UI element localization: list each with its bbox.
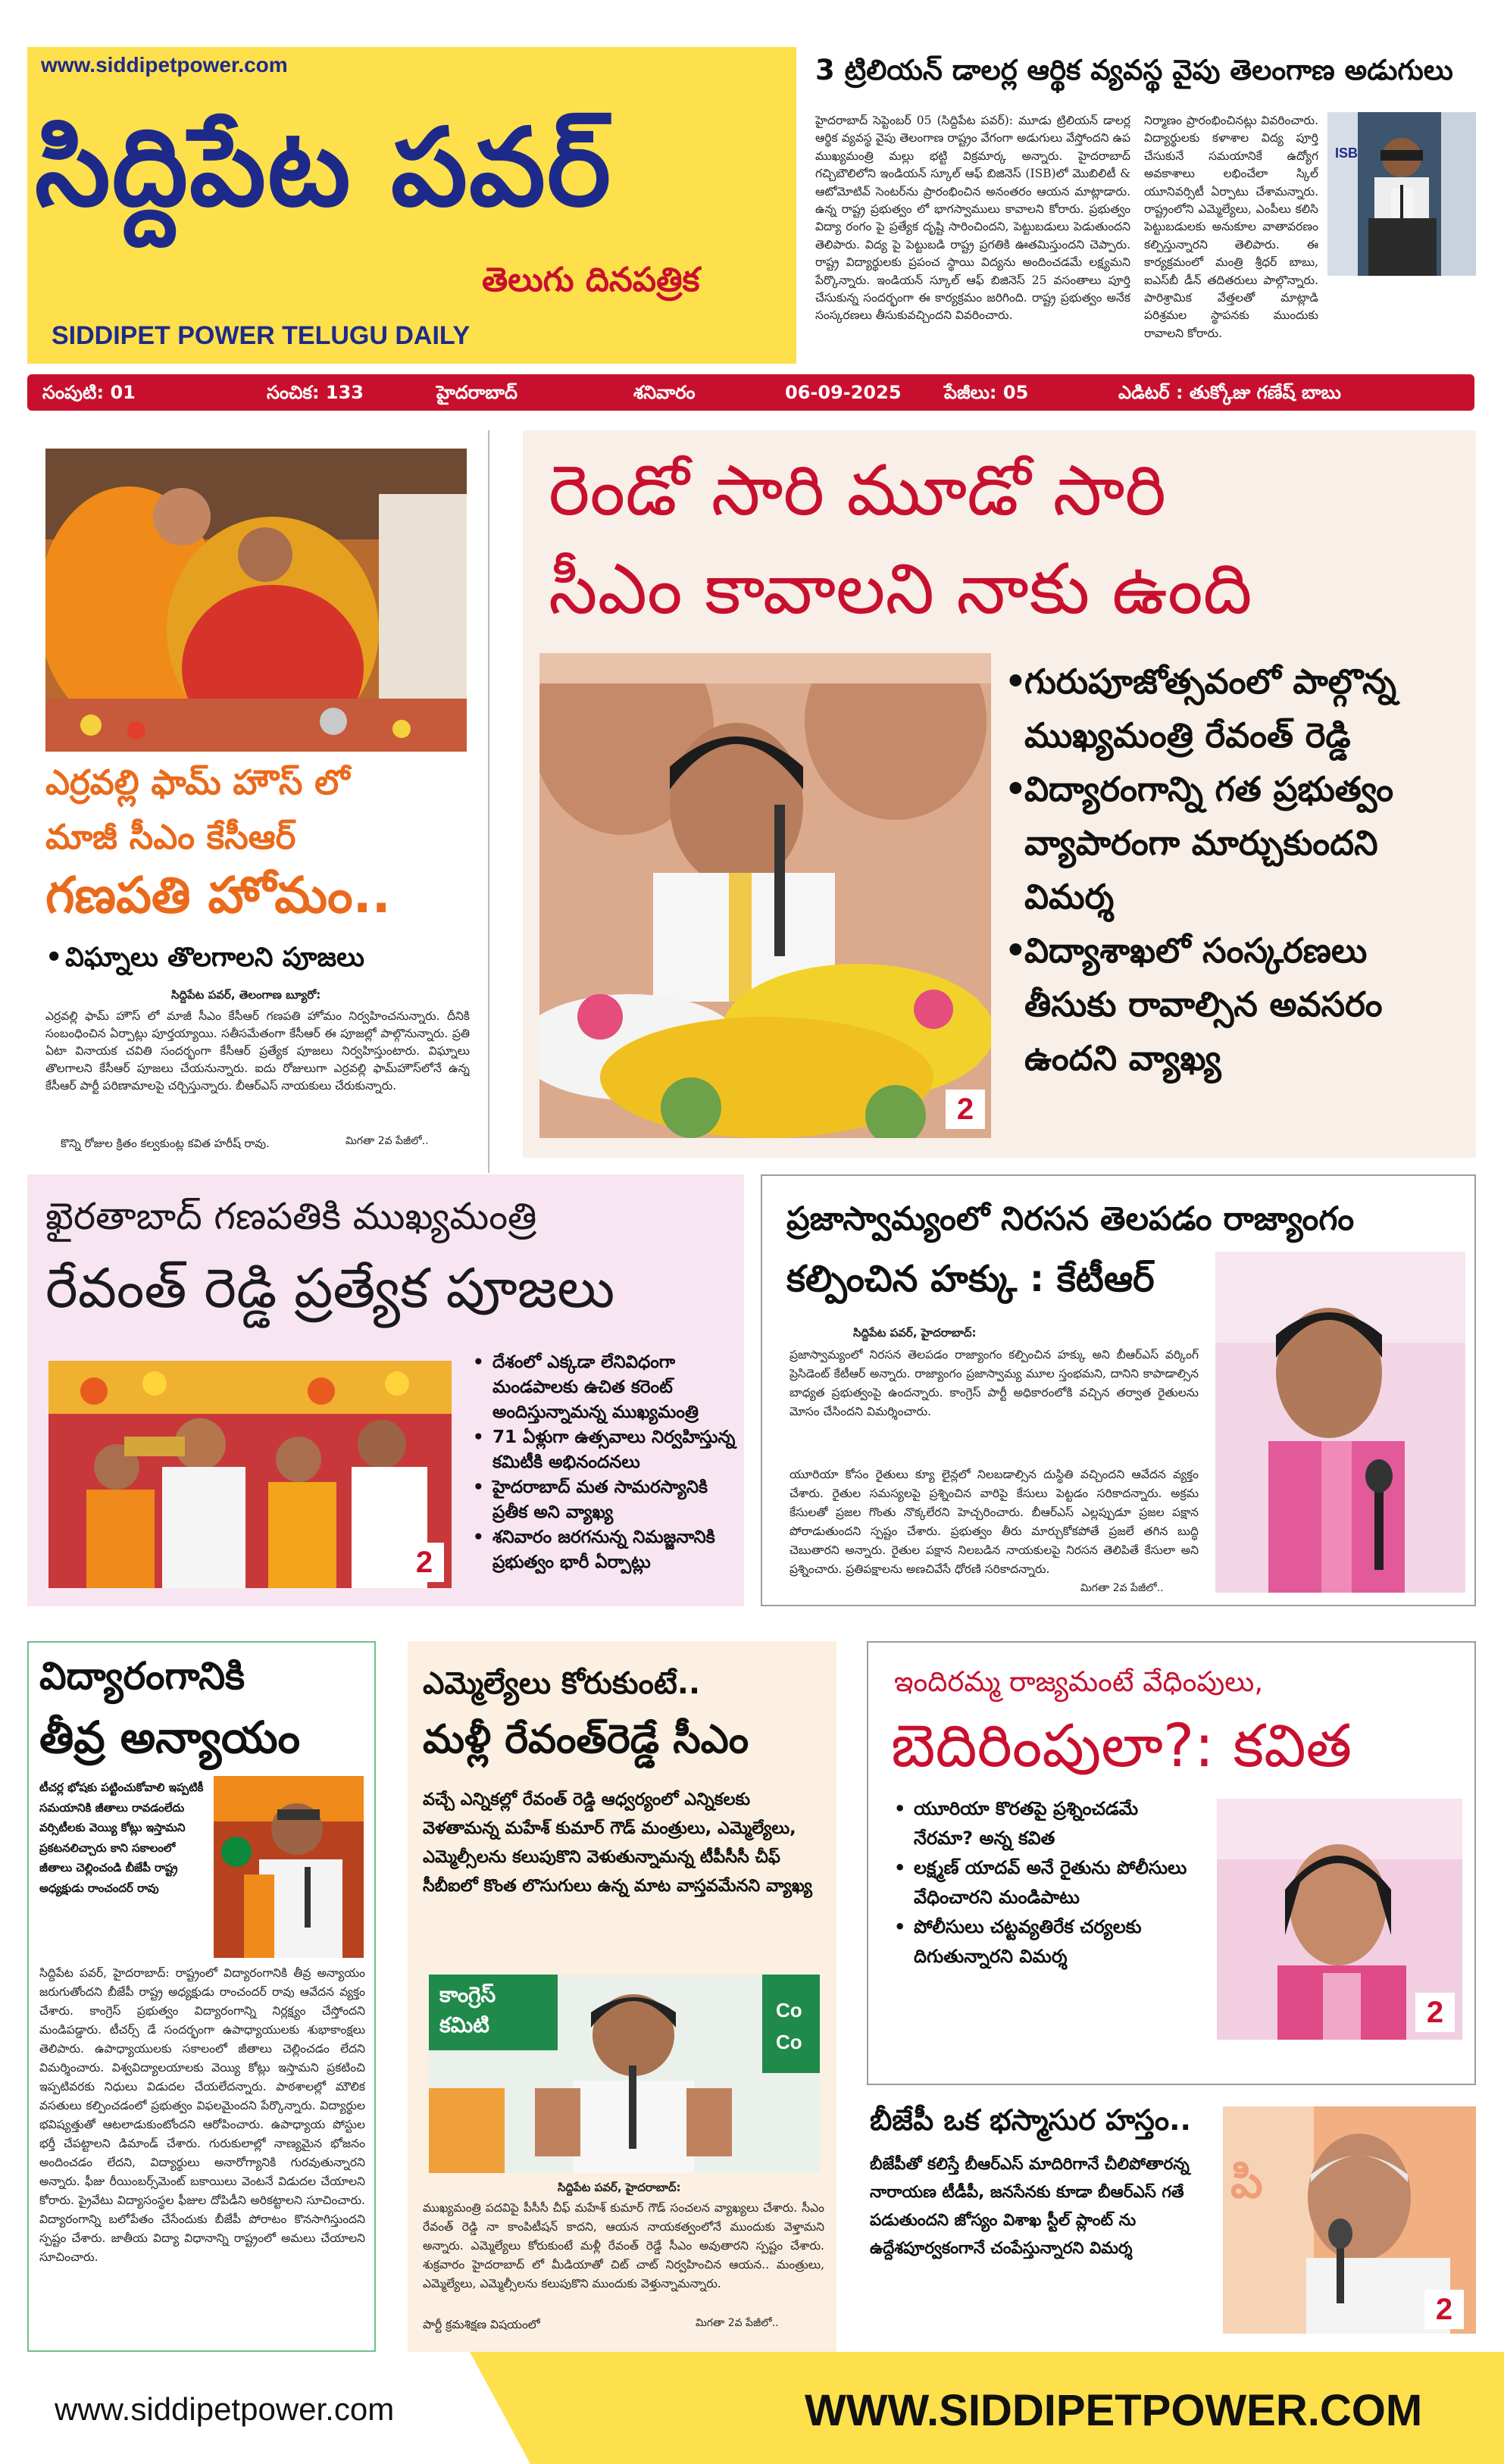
story-education: [27, 1641, 376, 2352]
khairatabad-bullet: • శనివారం జరగనున్న నిమజ్జనానికి ప్రభుత్వం భారీ ఏర్పాట్లు: [473, 1525, 738, 1575]
mlas-byline: సిద్దిపేట పవర్, హైదరాబాద్:: [558, 2181, 681, 2194]
kavitha-page-ref[interactable]: 2: [1415, 1993, 1455, 2032]
education-photo: [214, 1776, 364, 1958]
info-day: శనివారం: [633, 382, 696, 403]
svg-text:ISB: ISB: [1335, 145, 1359, 161]
kavitha-bullet: • పోలీసులు చట్టవ్యతిరేక చర్యలకు దిగుతున్నారని విమర్శ: [894, 1912, 1190, 1972]
ktr-byline: సిద్దిపేట పవర్, హైదరాబాద్:: [853, 1326, 977, 1340]
svg-text:పి: పి: [1230, 2156, 1263, 2209]
ktr-headline-2: కల్పించిన హక్కు : కేటీఆర్: [786, 1258, 1155, 1300]
story-kavitha: [867, 1641, 1476, 2085]
narayana-summary: బీజేపీతో కలిస్తే బీఆర్ఎస్ మాదిరిగానే చీలిపోతారన్న నారాయణ టీడీపీ, జనసేనకు కూడా బీఆర్ఎస్ గతే పడుతుందని జోస్యం విశాఖ స్టీల్ ప్లాంట్ ను ఉద్దేశపూర్వకంగానే చంపేస్తున్నారని విమర్శ: [870, 2155, 1190, 2258]
info-city: హైదరాబాద్: [436, 382, 517, 403]
ktr-headline-1: ప్రజాస్వామ్యంలో నిరసన తెలపడం రాజ్యాంగం: [786, 1200, 1355, 1238]
top-story-headline: 3 ట్రిలియన్ డాలర్ల ఆర్థిక వ్యవస్థ వైపు తెలంగాణ అడుగులు: [815, 54, 1453, 86]
mlas-continued[interactable]: మిగతా 2వ పేజీలో..: [696, 2317, 779, 2329]
kavitha-headline-2: బెదిరింపులా?: కవిత: [891, 1712, 1352, 1781]
kcr-bullet: • విఘ్నాలు తొలగాలని పూజలు: [45, 940, 470, 976]
ktr-continued[interactable]: మిగతా 2వ పేజీలో..: [1080, 1582, 1164, 1594]
khairatabad-headline-2: రేవంత్ రెడ్డి ప్రత్యేక పూజలు: [45, 1256, 615, 1320]
narayana-photo: [1223, 2106, 1476, 2334]
revanth-headline-2: సీఎం కావాలని నాకు ఉంది: [549, 549, 1252, 630]
footer-right-url[interactable]: WWW.SIDDIPETPOWER.COM: [805, 2386, 1423, 2435]
masthead-english-name: SIDDIPET POWER TELUGU DAILY: [52, 321, 471, 350]
khairatabad-bullet: • 71 ఏళ్లుగా ఉత్సవాలు నిర్వహిస్తున్న కమిటీకి అభినందనలు: [473, 1425, 738, 1475]
kavitha-headline-1: ఇందిరమ్మ రాజ్యమంటే వేధింపులు,: [894, 1665, 1264, 1698]
ktr-body-top: ప్రజాస్వామ్యంలో నిరసన తెలపడం రాజ్యాంగం కల్పించిన హక్కు అని బీఆర్ఎస్ వర్కింగ్ ప్రెసిడెంట్ కేటీఆర్ అన్నారు. రాజ్యాంగం ప్రజాస్వామ్య మూల స్తంభమని, దానిని కాపాడాల్సిన బాధ్యత ప్రభుత్వంపై ఉందన్నారు. కాంగ్రెస్ పార్టీ అధికారంలోకి వచ్చిన తర్వాత రైతులను మోసం చేసిందని విమర్శించారు.: [790, 1348, 1199, 1418]
story-ktr: [761, 1174, 1476, 1606]
kavitha-bullet: • లక్ష్మణ్ యాదవ్ అనే రైతును పోలీసులు వేధించారని మండిపాటు: [894, 1853, 1190, 1912]
khairatabad-bullet-list: [473, 1350, 738, 1575]
ktr-body-bottom: యూరియా కోసం రైతులు క్యూ లైన్లలో నిలబడాల్సిన దుస్థితి వచ్చిందని ఆవేదన వ్యక్తం చేశారు. రైతుల సమస్యలపై ప్రశ్నించిన వారిపై కేసులు పెట్టడం సరికాదన్నారు. అక్రమ కేసులతో ప్రజల గొంతు నొక్కలేరని హెచ్చరించారు. బీఆర్ఎస్ ఎల్లప్పుడూ ప్రజల పక్షాన పోరాడుతుందని స్పష్టం చేశారు. ప్రభుత్వం తీరు మార్చుకోకపోతే ప్రజలే తగిన బుద్ధి చెబుతారని అన్నారు. రైతుల పక్షాన నిలబడిన నాయకులపై నిరసన తెలిపితే కేసులా అని ప్రశ్నించారు. ప్రతిపక్షాలను అణచివేసే ధోరణి సరికాదన్నారు.: [790, 1468, 1199, 1576]
kcr-headline-1: ఎర్రవల్లి ఫామ్ హౌస్ లో: [45, 762, 350, 802]
mlas-body: ముఖ్యమంత్రి పదవిపై పీసీసీ చీఫ్ మహేశ్ కుమార్ గౌడ్ సంచలన వ్యాఖ్యలు చేశారు. సీఎం రేవంత్ రెడ్డి నా కాంపిటీషన్ కాదని, ఆయన నాయకత్వంలోనే ముందుకు వెళ్తామని అన్నారు. ఎమ్మెల్యేలు కోరుకుంటే మళ్లీ రేవంత్ రెడ్డే సీఎం అవుతారని స్పష్టం చేశారు. శుక్రవారం హైదరాబాద్ లో మీడియాతో చిట్ చాట్ నిర్వహించిన ఆయన.. మంత్రులు, ఎమ్మెల్యేలు, ఎమ్మెల్సీలను కలుపుకొని ముందుకు వెళ్తున్నామన్నారు.: [423, 2201, 824, 2290]
mlas-photo: [429, 1975, 820, 2173]
kcr-headline-2: మాజీ సీఎం కేసీఆర్: [45, 817, 296, 857]
masthead-website[interactable]: www.siddipetpower.com: [41, 53, 288, 77]
kavitha-bullet: • యూరియా కొరతపై ప్రశ్నించడమే నేరమా? అన్న కవిత: [894, 1794, 1190, 1853]
masthead: [27, 47, 796, 364]
story-revanth-lead: [523, 430, 1476, 1158]
revanth-bullet: • విద్యాశాఖలో సంస్కరణలు తీసుకు రావాల్సిన అవసరం ఉందని వ్యాఖ్య: [1005, 924, 1462, 1085]
masthead-subtitle: తెలుగు దినపత్రిక: [482, 261, 700, 299]
khairatabad-bullet: • హైదరాబాద్ మత సామరస్యానికి ప్రతీక అని వ్యాఖ్య: [473, 1475, 738, 1525]
info-bar: [27, 374, 1474, 411]
narayana-page-ref[interactable]: 2: [1424, 2290, 1464, 2329]
revanth-lead-photo: [539, 653, 991, 1138]
kcr-body: ఎర్రవల్లి ఫామ్ హౌస్ లో మాజీ సీఎం కేసీఆర్ గణపతి హోమం నిర్వహించనున్నారు. దీనికి సంబంధించిన ఏర్పాట్లు పూర్తయ్యాయి. సతీసమేతంగా కేసీఆర్ ఈ పూజల్లో పాల్గొనున్నారు. ప్రతి ఏటా వినాయక చవితి సందర్భంగా కేసీఆర్ ప్రత్యేక పూజలు నిర్వహిస్తుంటారు. విఘ్నాలు తొలగాలని కేసీఆర్ పూజలు చేయనున్నారు. ఐదు రోజులుగా ఎర్రవల్లి ఫామ్‌హౌస్‌లోనే ఉన్న కేసీఆర్ పార్టీ పరిణామాలపై చర్చిస్తున్నారు. బీఆర్ఎస్ నాయకులు చేరుకున్నారు.: [45, 1009, 470, 1093]
mlas-photo-sign-2: కమిటి: [439, 2012, 489, 2037]
masthead-title: సిద్దిపేట పవర్: [35, 105, 613, 230]
education-headline-1: విద్యారంగానికి: [39, 1654, 245, 1698]
footer: [0, 2352, 1504, 2464]
mlas-summary: వచ్చే ఎన్నికల్లో రేవంత్ రెడ్డి ఆధ్వర్యంలో ఎన్నికలకు వెళతామన్న మహేశ్ కుమార్ గౌడ్ మంత్రులు, ఎమ్మెల్యేలు, ఎమ్మెల్సీలను కలుపుకొని వెళుతున్నామన్న టీపీసీసీ చీఫ్ సీబీఐలో కొంత లొసుగులు ఉన్న మాట వాస్తవమేనని వ్యాఖ్య: [423, 1790, 812, 1896]
kcr-body-end: కొన్ని రోజుల క్రితం కల్వకుంట్ల కవిత హరీష్ రావు.: [61, 1137, 270, 1150]
revanth-bullet: • గురుపూజోత్సవంలో పాల్గొన్న ముఖ్యమంత్రి రేవంత్ రెడ్డి: [1005, 655, 1462, 762]
kcr-continued[interactable]: మిగతా 2వ పేజీలో..: [346, 1135, 429, 1147]
education-intro: టీచర్ల భోషకు పట్టించుకోవాలి ఇప్పటికీ సమయానికి జీతాలు రావడంలేదు వర్సిటీలకు వెయ్యి కోట్లు ఇస్తామని ప్రకటనలిచ్చారు కాని సకాలంలో జీతాలు చెల్లించండి బీజేపీ రాష్ట్ర అధ్యక్షుడు రాంచందర్ రావు: [39, 1781, 204, 1895]
revanth-bullet: • విద్యారంగాన్ని గత ప్రభుత్వం వ్యాపారంగా మార్చుకుందని విమర్శ: [1005, 762, 1462, 924]
mlas-headline-2: మళ్లీ రేవంత్‌రెడ్డే సీఎం: [423, 1717, 749, 1762]
svg-text:Co: Co: [776, 1999, 802, 2022]
mlas-photo-sign-1: కాంగ్రెస్: [439, 1982, 496, 2007]
khairatabad-page-ref[interactable]: 2: [405, 1543, 444, 1582]
top-story: [811, 47, 1477, 365]
education-body: సిద్దిపేట పవర్, హైదరాబాద్: రాష్ట్రంలో విద్యారంగానికి తీవ్ర అన్యాయం జరుగుతోందని బీజేపీ రాష్ట్ర అధ్యక్షుడు రాంచందర్ రావు ఆవేదన వ్యక్తం చేశారు. కాంగ్రెస్ ప్రభుత్వం విద్యారంగాన్ని నిర్లక్ష్యం చేస్తోందని మండిపడ్డారు. టీచర్స్ డే సందర్భంగా ఉపాధ్యాయులకు శుభాకాంక్షలు తెలిపారు. ఉపాధ్యాయులకు సకాలంలో జీతాలు చెల్లించడం లేదని విమర్శించారు. విశ్వవిద్యాలయాలకు వెయ్యి కోట్లు ఇస్తామని ప్రకటించి ఇప్పటివరకు నిధులు విడుదల చేయలేదన్నారు. పాఠశాలల్లో మౌలిక వసతులు కల్పించడంలో ప్రభుత్వం విఫలమైందని పేర్కొన్నారు. విద్యార్థుల భవిష్యత్తుతో ఆటలాడుకుంటోందని ఆరోపించారు. ఉపాధ్యాయ పోస్టుల భర్తీ చేపట్టాలని డిమాండ్ చేశారు. గురుకులాల్లో నాణ్యమైన భోజనం అందించడం లేదని, విద్యార్థులు అనారోగ్యానికి గురవుతున్నారని అన్నారు. ఫీజు రీయింబర్స్‌మెంట్ బకాయిలు వెంటనే విడుదల చేయాలని కోరారు. ప్రైవేటు విద్యాసంస్థల ఫీజుల దోపిడీని అరికట్టాలని సూచించారు. విద్యారంగాన్ని బలోపేతం చేసేందుకు బీజేపీ పోరాటం కొనసాగిస్తుందని స్పష్టం చేశారు. జాతీయ విద్యా విధానాన్ని రాష్ట్రంలో అమలు చేయాలని సూచించారు.: [39, 1966, 365, 2264]
kcr-photo: [45, 449, 467, 752]
khairatabad-bullet: • దేశంలో ఎక్కడా లేనివిధంగా మండపాలకు ఉచిత కరెంట్ అందిస్తున్నామన్న ముఖ్యమంత్రి: [473, 1350, 738, 1425]
kcr-headline-3: గణపతి హోమం..: [45, 866, 391, 924]
kavitha-bullet-list: [894, 1794, 1190, 1972]
story-narayana: [867, 2097, 1476, 2352]
mlas-body-end: పార్టీ క్రమశిక్షణ విషయంలో: [423, 2318, 540, 2331]
info-pages: పేజీలు: 05: [944, 382, 1029, 403]
ktr-photo: [1215, 1252, 1465, 1593]
top-story-text-right: నిర్మాణం ప్రారంభించినట్లు వివరించారు. విద్యార్థులకు కళాశాల విద్య పూర్తి చేసుకునే సమయానికే ఉద్యోగ అవకాశాలు లభించేలా స్కిల్ యూనివర్సిటీ ఏర్పాటు చేశామన్నారు. రాష్ట్రంలోని ఎమ్మెల్యేలు, ఎంపీలు కలిసి పెట్టుబడులకు అనుకూల వాతావరణం కల్పిస్తున్నారని తెలిపారు. ఈ కార్యక్రమంలో మంత్రి శ్రీధర్ బాబు, ఐఎస్‌బీ డీన్ తదితరులు పాల్గొన్నారు. పారిశ్రామిక వేత్తలతో మాట్లాడి పరిశ్రమల స్థాపనకు ముందుకు రావాలని కోరారు.: [1144, 114, 1318, 340]
story-kcr: [27, 430, 489, 1173]
khairatabad-headline-1: ఖైరతాబాద్ గణపతికి ముఖ్యమంత్రి: [45, 1195, 537, 1238]
footer-left-url[interactable]: www.siddipetpower.com: [55, 2391, 395, 2427]
khairatabad-photo: [48, 1361, 452, 1588]
education-headline-2: తీవ్ర అన్యాయం: [39, 1712, 301, 1763]
revanth-lead-page-ref[interactable]: 2: [946, 1090, 985, 1129]
mlas-headline-1: ఎమ్మెల్యేలు కోరుకుంటే..: [423, 1666, 701, 1701]
svg-text:Co: Co: [776, 2031, 802, 2053]
top-story-photo: [1327, 112, 1476, 276]
revanth-headline-1: రెండో సారి మూడో సారి: [549, 450, 1167, 531]
revanth-bullet-list: [1005, 655, 1462, 1085]
info-issue: సంచిక: 133: [267, 382, 364, 403]
top-story-text-left: హైదరాబాద్ సెప్టెంబర్ 05 (సిద్దిపేట పవర్): మూడు ట్రిలియన్ డాలర్ల ఆర్థిక వ్యవస్థ వైపు తెలంగాణ రాష్ట్రం వేగంగా అడుగులు వేస్తోందని ఉప ముఖ్యమంత్రి మల్లు భట్టి విక్రమార్క అన్నారు. హైదరాబాద్ గచ్చిబౌలిలోని ఇండియన్ స్కూల్ ఆఫ్ బిజినెస్ (ISB)లో మొబిలిటీ & ఆటోమోటివ్ సెంటర్‌ను ప్రారంభించిన అనంతరం ఆయన మాట్లాడారు. ఉన్న రాష్ట్ర ప్రభుత్వం లో భాగస్వాములు కావాలని కోరారు. ప్రభుత్వం విద్యా రంగం పై ప్రత్యేక దృష్టి సారించిందని, పెట్టుబడులు పెడుతుందని తెలిపారు. విద్య పై పెట్టుబడి రాష్ట్ర ప్రగతికి ఊతమిస్తుందని చెప్పారు. రాష్ట్ర విద్యార్థులకు ప్రపంచ స్థాయి విద్యను అందించడమే లక్ష్యమని పేర్కొన్నారు. ఇండియన్ స్కూల్ ఆఫ్ బిజినెస్ 25 వసంతాలు పూర్తి చేసుకున్న సందర్భంగా ఈ కార్యక్రమం జరిగింది. రాష్ట్ర ప్రభుత్వం అనేక సంస్కరణలు తీసుకువచ్చిందని వివరించారు.: [815, 114, 1130, 323]
kavitha-photo: [1217, 1799, 1462, 2040]
info-date: 06-09-2025: [785, 382, 902, 403]
narayana-headline: బీజేపీ ఒక భస్మాసుర హస్తం..: [870, 2103, 1191, 2137]
info-volume: సంపుటి: 01: [42, 382, 136, 403]
kcr-byline: సిద్దిపేట పవర్, తెలంగాణ బ్యూరో:: [171, 988, 321, 1002]
kcr-bullet-list: [45, 940, 470, 976]
info-editor: ఎడిటర్ : తుక్కోజు గణేష్ బాబు: [1118, 382, 1341, 403]
story-mlas: [408, 1641, 836, 2353]
story-khairatabad: [27, 1174, 744, 1606]
